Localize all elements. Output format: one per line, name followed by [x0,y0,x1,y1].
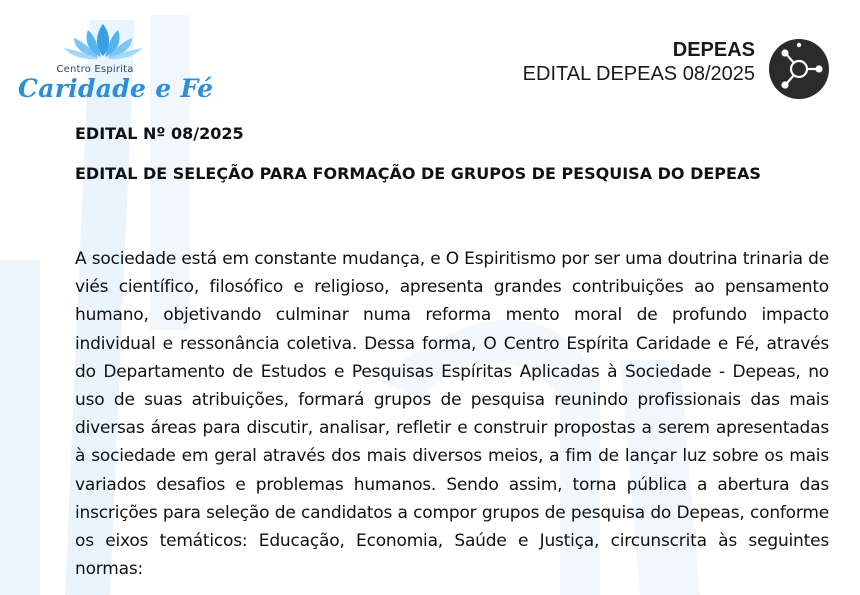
edital-main-title: EDITAL DE SELEÇÃO PARA FORMAÇÃO DE GRUPOS DE PESQUISA DO DEPEAS [75,164,761,183]
header-org: DEPEAS [672,39,755,61]
lotus-icon [60,20,146,64]
edital-number-title: EDITAL Nº 08/2025 [75,124,244,143]
logo-name: Caridade e Fé [18,74,214,103]
header-edital-code: EDITAL DEPEAS 08/2025 [522,63,755,85]
logo [14,20,214,103]
body-paragraph: A sociedade está em constante mudança, e O Espiritismo por ser uma doutrina trinaria de viés científico, filosófico e religioso, apresenta grandes contribuições ao pensamento humano, objetivando culminar numa reforma mento moral de profundo impacto individual e ressonância coletiva. Dessa forma, O Centro Espírita Caridade e Fé, através do Departamento de Estudos e Pesquisas Espíritas Aplicadas à Sociedade - Depeas, no uso de suas atribuições, formará grupos de pesquisa reunindo profissionais das mais diversas áreas para discutir, analisar, refletir e construir propostas a serem apresentadas à sociedade em geral através dos mais diversos meios, a fim de lançar luz sobre os mais variados desafios e problemas humanos. Sendo assim, torna pública a abertura das inscrições para seleção de candidatos a compor grupos de pesquisa do Depeas, conforme os eixos temáticos: Educação, Economia, Saúde e Justiça, circunscrita às seguintes normas: [75,249,829,580]
network-icon [768,38,830,100]
header-block [523,38,755,86]
logo-subtitle: Centro Espirita [56,64,134,75]
